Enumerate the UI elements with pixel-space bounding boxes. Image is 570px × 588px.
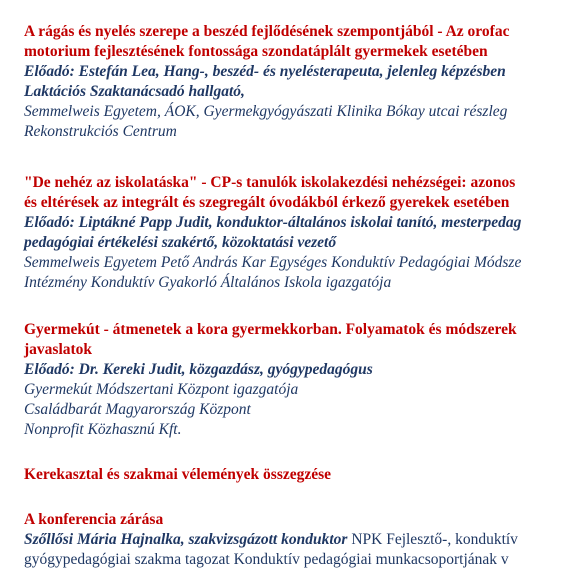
program-item-school-start bbox=[24, 173, 521, 293]
affiliation-line: Családbarát Magyarország Központ bbox=[24, 401, 251, 418]
closing-speaker-line bbox=[24, 530, 518, 550]
section-title: Kerekasztal és szakmai vélemények összegzése bbox=[24, 466, 332, 483]
program-item-gyermekut bbox=[24, 320, 517, 440]
affiliation-line: Gyermekút Módszertani Központ igazgatója bbox=[24, 381, 299, 398]
closing-speaker-role-continued: gyógypedagógiai szakma tagozat Konduktív pedagógiai munkacsoportjának v bbox=[24, 551, 509, 568]
program-item-roundtable bbox=[24, 465, 331, 485]
talk-title: javaslatok bbox=[24, 341, 93, 358]
affiliation-line: Semmelweis Egyetem Pető András Kar Egységes Konduktív Pedagógiai Módsze bbox=[24, 254, 522, 271]
section-title: A konferencia zárása bbox=[24, 511, 164, 528]
affiliation-line: Rekonstrukciós Centrum bbox=[24, 123, 177, 140]
speaker-line: Előadó: Liptákné Papp Judit, konduktor-általános iskolai tanító, mesterpedag bbox=[24, 214, 522, 231]
closing-speaker-role: NPK Fejlesztő-, konduktív bbox=[347, 531, 518, 548]
talk-title: motorium fejlesztésének fontossága szondatáplált gyermekek esetében bbox=[24, 43, 488, 60]
talk-title: Gyermekút - átmenetek a kora gyermekkorban. Folyamatok és módszerek bbox=[24, 321, 517, 338]
program-item-feeding bbox=[24, 22, 509, 142]
speaker-line: Előadó: Estefán Lea, Hang-, beszéd- és nyelésterapeuta, jelenleg képzésben bbox=[24, 63, 506, 80]
speaker-line: pedagógiai értékelési szakértő, közoktatási vezető bbox=[24, 234, 337, 251]
closing-speaker-name: Szőllősi Mária Hajnalka, szakvizsgázott konduktor bbox=[24, 531, 348, 548]
affiliation-line: Nonprofit Közhasznú Kft. bbox=[24, 421, 182, 438]
affiliation-line: Semmelweis Egyetem, ÁOK, Gyermekgyógyászati Klinika Bókay utcai részleg bbox=[24, 103, 508, 120]
speaker-line: Előadó: Dr. Kereki Judit, közgazdász, gyógypedagógus bbox=[24, 361, 373, 378]
talk-title: "De nehéz az iskolatáska" - CP-s tanulók iskolakezdési nehézségei: azonos bbox=[24, 174, 516, 191]
talk-title: A rágás és nyelés szerepe a beszéd fejlődésének szempontjából - Az orofac bbox=[24, 23, 510, 40]
talk-title: és eltérések az integrált és szegregált óvodákból érkező gyerekek esetében bbox=[24, 194, 510, 211]
program-item-closing bbox=[24, 510, 518, 570]
speaker-line: Laktációs Szaktanácsadó hallgató, bbox=[24, 83, 245, 100]
affiliation-line: Intézmény Konduktív Gyakorló Általános Iskola igazgatója bbox=[24, 274, 392, 291]
